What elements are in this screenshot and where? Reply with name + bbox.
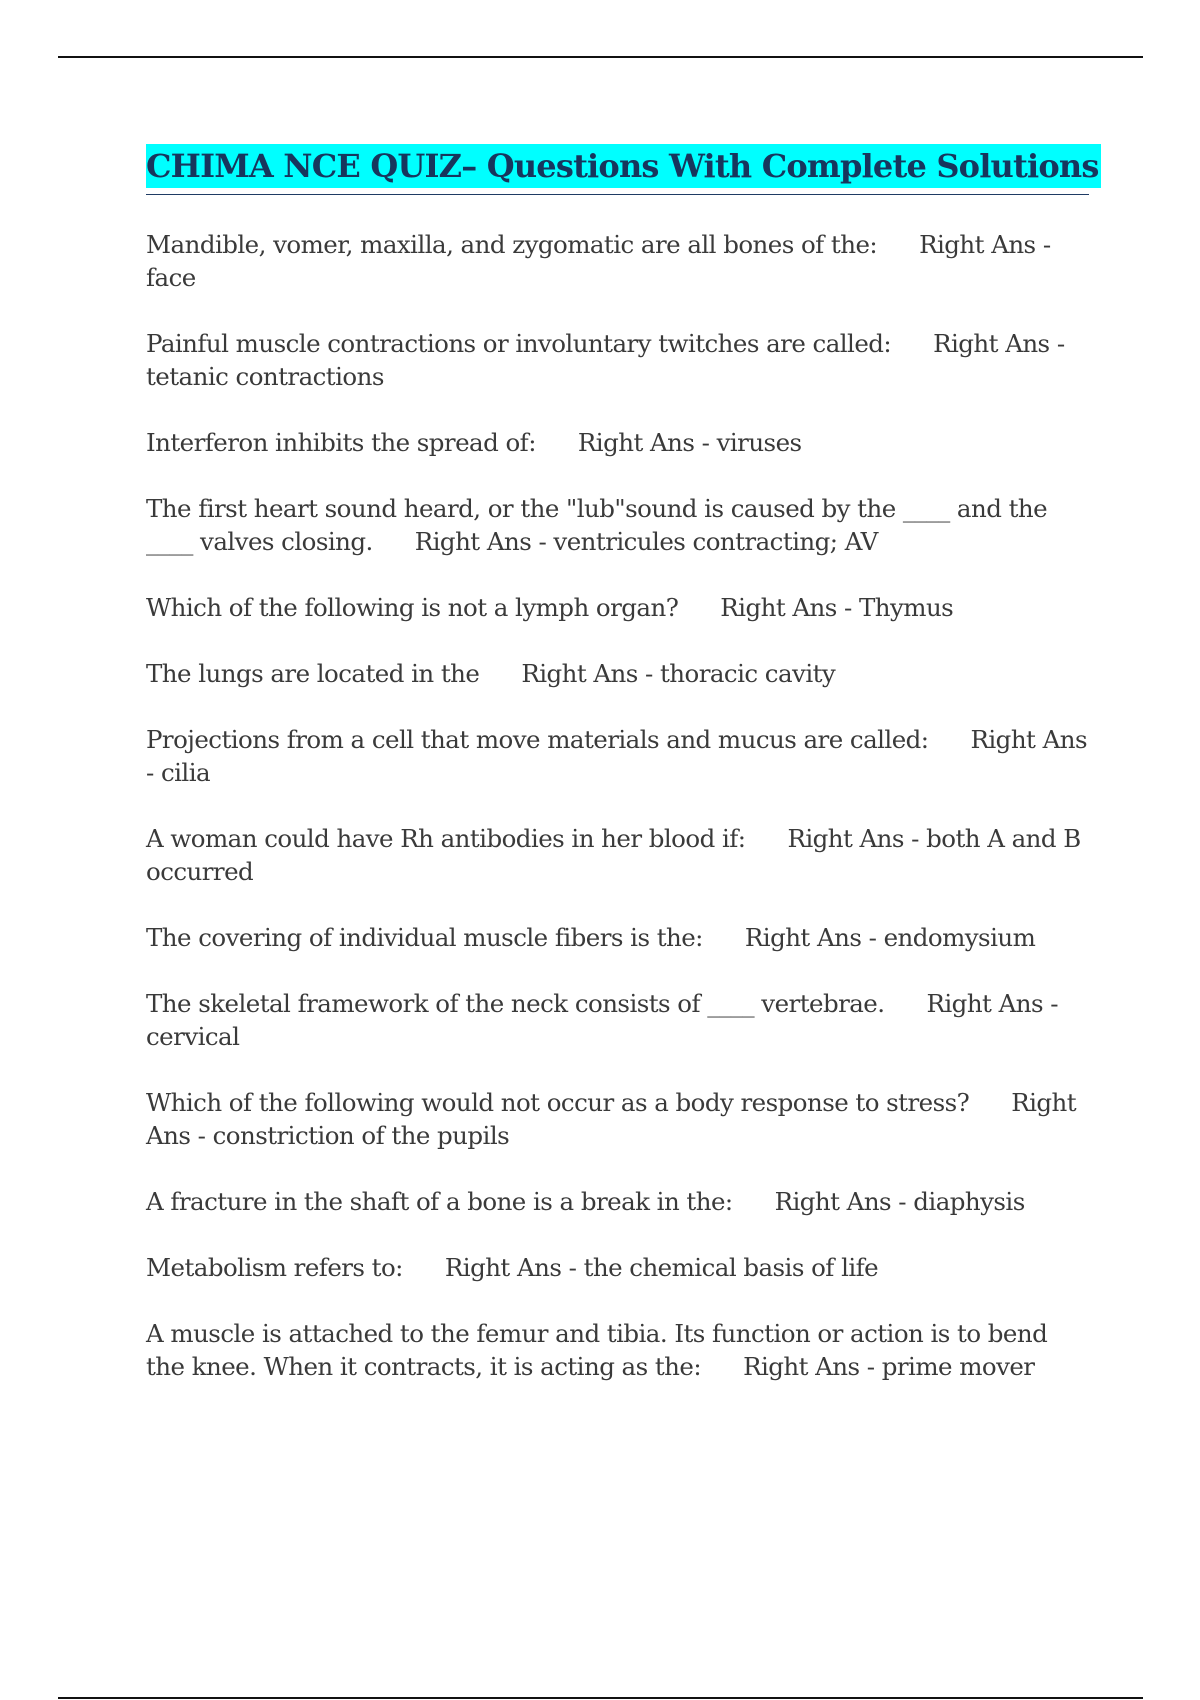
question-text: Which of the following would not occur as a body response to stress?: [146, 1088, 970, 1117]
qa-item: [146, 327, 1089, 393]
qa-item: [146, 1317, 1089, 1383]
question-text: Painful muscle contractions or involuntary twitches are called:: [146, 329, 892, 358]
answer-text: Right Ans - cervical: [146, 989, 1058, 1051]
answer-text: Right Ans - prime mover: [743, 1352, 1035, 1381]
qa-item: [146, 591, 1089, 624]
answer-text: Right Ans - viruses: [577, 428, 802, 457]
title-block: [146, 144, 1099, 195]
question-text: A fracture in the shaft of a bone is a break in the:: [146, 1187, 733, 1216]
qa-item: [146, 228, 1089, 294]
question-text: The lungs are located in the: [146, 659, 480, 688]
answer-text: Right Ans - ventricules contracting; AV: [414, 527, 878, 556]
answer-text: Right Ans - tetanic contractions: [146, 329, 1065, 391]
qa-item: [146, 723, 1089, 789]
qa-item: [146, 657, 1089, 690]
answer-text: Right Ans - thoracic cavity: [521, 659, 836, 688]
qa-item: [146, 1251, 1089, 1284]
question-text: Metabolism refers to:: [146, 1253, 403, 1282]
answer-text: Right Ans - face: [146, 230, 1051, 292]
answer-text: Right Ans - diaphysis: [774, 1187, 1025, 1216]
answer-text: Right Ans - Thymus: [720, 593, 954, 622]
qa-item: [146, 1185, 1089, 1218]
question-text: Mandible, vomer, maxilla, and zygomatic are all bones of the:: [146, 230, 878, 259]
question-text: The skeletal framework of the neck consists of ____ vertebrae.: [146, 989, 885, 1018]
question-text: The first heart sound heard, or the "lub"sound is caused by the ____ and the ____ valves closing.: [146, 494, 1048, 556]
page-top-rule: [58, 56, 1143, 58]
question-text: Projections from a cell that move materials and mucus are called:: [146, 725, 929, 754]
document-title: CHIMA NCE QUIZ– Questions With Complete Solutions: [146, 144, 1101, 188]
qa-item: [146, 1086, 1089, 1152]
qa-item: [146, 987, 1089, 1053]
answer-text: Right Ans - endomysium: [744, 923, 1036, 952]
question-text: A muscle is attached to the femur and tibia. Its function or action is to bend the knee. When it contracts, it is acting as the:: [146, 1319, 1048, 1381]
qa-item: [146, 492, 1089, 558]
answer-text: Right Ans - both A and B occurred: [146, 824, 1081, 886]
question-text: The covering of individual muscle fibers is the:: [146, 923, 703, 952]
qa-item: [146, 822, 1089, 888]
qa-item: [146, 426, 1089, 459]
answer-text: Right Ans - constriction of the pupils: [146, 1088, 1077, 1150]
document-body: [146, 144, 1099, 1416]
answer-text: Right Ans - cilia: [146, 725, 1087, 787]
qa-item: [146, 921, 1089, 954]
question-text: Interferon inhibits the spread of:: [146, 428, 536, 457]
qa-list: [146, 228, 1089, 1383]
answer-text: Right Ans - the chemical basis of life: [444, 1253, 879, 1282]
page-bottom-rule: [58, 1697, 1143, 1699]
question-text: Which of the following is not a lymph organ?: [146, 593, 679, 622]
question-text: A woman could have Rh antibodies in her blood if:: [146, 824, 746, 853]
